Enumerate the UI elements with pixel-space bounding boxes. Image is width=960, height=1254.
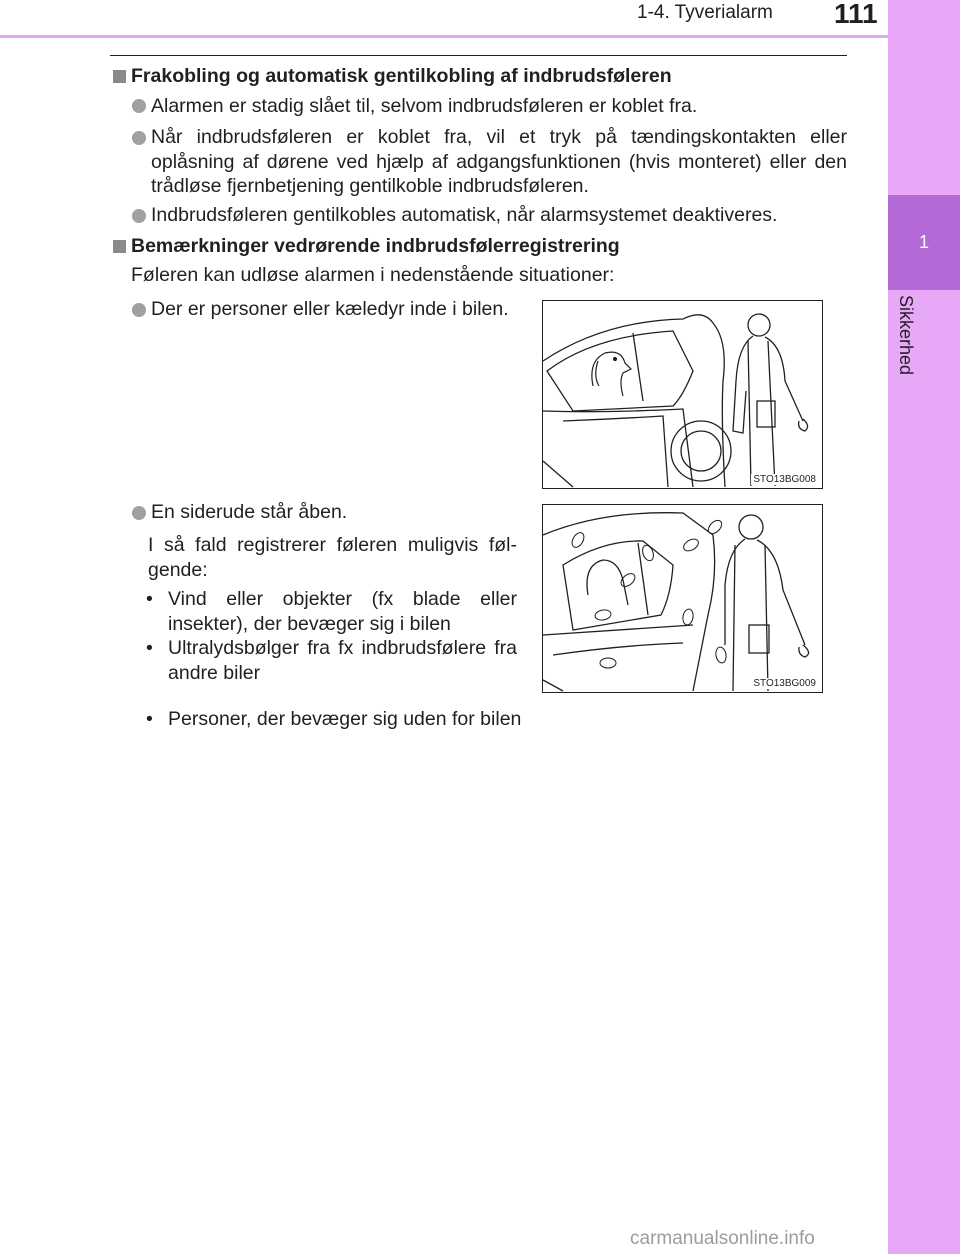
section1-bullet-1: Alarmen er stadig slået til, selvom indbrudsføleren er koblet fra. [151, 95, 698, 117]
side-tab-label-wrap [895, 295, 919, 395]
item-window-open: En siderude står åben. [151, 501, 348, 523]
item-window-text: I så fald registrerer føleren muligvis føl-gende: [148, 534, 517, 581]
figure1-id: STO13BG008 [753, 474, 816, 485]
side-tab-number: 1 [918, 232, 929, 252]
header-divider [0, 35, 888, 38]
side-tab-label: Sikkerhed [896, 295, 916, 376]
leaf-icons [570, 518, 728, 668]
car-dog-illustration [543, 301, 822, 488]
sub-item-ultrasound: Ultralydsbølger fra fx indbrudsfølere fra andre biler [168, 637, 517, 684]
figure2-id: STO13BG009 [753, 678, 816, 689]
page-number: 111 [834, 0, 878, 29]
circle-bullet-icon [132, 99, 146, 113]
sub-bullet-icon: • [146, 588, 153, 610]
car-leaves-illustration [543, 505, 822, 692]
section1-bullet-3: Indbrudsføleren gentilkobles automatisk, når alarmsystemet deaktiveres. [151, 204, 778, 226]
circle-bullet-icon [132, 131, 146, 145]
circle-bullet-icon [132, 303, 146, 317]
square-bullet-icon [113, 240, 126, 253]
section-title: 1-4. Tyverialarm [637, 2, 773, 23]
figure-window-open [542, 504, 823, 693]
circle-bullet-icon [132, 209, 146, 223]
content-rule [110, 55, 847, 56]
section1-bullet-2: Når indbrudsføleren er koblet fra, vil et tryk på tændingskontakten eller oplåsning af dørene ved hjælp af adgangsfunktionen (hvis monteret) eller den trådløse fjernbetjening gentilkoble indbrudsføleren. [151, 126, 847, 197]
dog-icon [592, 352, 631, 396]
sub-bullet-icon: • [146, 637, 153, 659]
section2-intro: Føleren kan udløse alarmen i nedenstående situationer: [131, 264, 615, 286]
sub-item-persons: Personer, der bevæger sig uden for bilen [168, 708, 522, 730]
figure-dog-in-car [542, 300, 823, 489]
square-bullet-icon [113, 70, 126, 83]
section2-heading: Bemærkninger vedrørende indbrudsfølerregistrering [131, 235, 620, 257]
watermark: carmanualsonline.info [630, 1228, 815, 1249]
circle-bullet-icon [132, 506, 146, 520]
person-icon [725, 515, 809, 691]
person-icon [733, 314, 808, 486]
item-people-pets: Der er personer eller kæledyr inde i bilen. [151, 298, 509, 320]
sub-bullet-icon: • [146, 708, 153, 730]
section1-heading: Frakobling og automatisk gentilkobling af indbrudsføleren [131, 65, 672, 87]
sub-item-wind: Vind eller objekter (fx blade eller insekter), der bevæger sig i bilen [168, 588, 517, 635]
side-tab [888, 0, 960, 1254]
